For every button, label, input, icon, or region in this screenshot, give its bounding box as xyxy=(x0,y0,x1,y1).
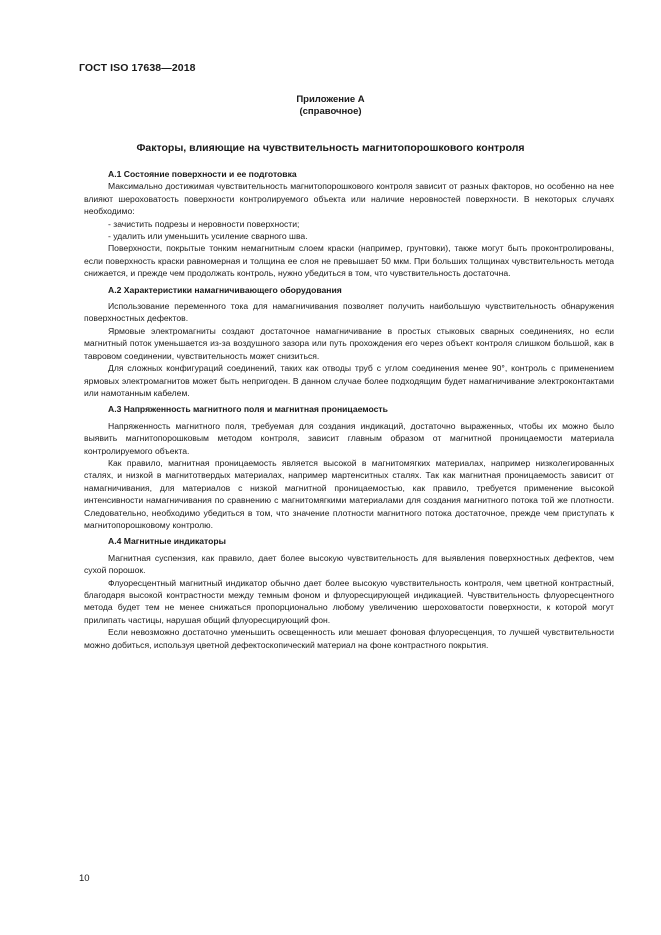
paragraph: Магнитная суспензия, как правило, дает более высокую чувствительность для выявления поверхностных дефектов, чем сухой порошок. xyxy=(84,552,614,576)
paragraph: Использование переменного тока для намагничивания позволяет получить наибольшую чувствительность обнаружения поверхностных дефектов. xyxy=(84,301,614,324)
section-heading-a3: А.3 Напряженность магнитного поля и магнитная проницаемость xyxy=(108,404,388,415)
paragraph: Если невозможно достаточно уменьшить освещенность или мешает фоновая флуоресценция, то лучшей чувствительности можно добиться, используя цветной дефектоскопический материал на фоне контрастного покрытия. xyxy=(84,627,614,650)
body-text xyxy=(84,168,614,651)
standard-header: ГОСТ ISO 17638—2018 xyxy=(79,62,196,74)
paragraph: Поверхности, покрытые тонким немагнитным слоем краски (например, грунтовки), также могут быть проконтролированы, если поверхность краски равномерная и толщина ее слоя не превышает 50 мкм. При больших толщинах чувствительность метода снижается, и прежде чем продолжать контроль, нужно убедиться в том, что чувствительность достаточна. xyxy=(84,243,614,279)
paragraph: Напряженность магнитного поля, требуемая для создания индикаций, достаточно выраженных, чтобы их можно было выявить магнитопорошковым методом контроля, зависит главным образом от магнитной проницаемости материала контролируемого объекта. xyxy=(84,420,614,456)
section-heading-a2: А.2 Характеристики намагничивающего оборудования xyxy=(108,284,342,295)
paragraph: Максимально достижимая чувствительность магнитопорошкового контроля зависит от разных факторов, но особенно на нее влияют шероховатость поверхности контролируемого объекта или наличие неровностей поверхности. В некоторых случаях необходимо: xyxy=(84,181,614,217)
paragraph: Для сложных конфигураций соединений, таких как отводы труб с углом соединения менее 90°, контроль с применением ярмовых электромагнитов может быть непригоден. В данном случае более подходящим будет намагничивание электроконтактами или намотанным кабелем. xyxy=(84,363,614,398)
list-item: - удалить или уменьшить усиление сварного шва. xyxy=(108,231,308,242)
section-heading-a1: А.1 Состояние поверхности и ее подготовка xyxy=(108,169,297,179)
annex-title: Приложение А xyxy=(296,94,365,105)
list-item: - зачистить подрезы и неровности поверхности; xyxy=(108,218,300,229)
paragraph: Как правило, магнитная проницаемость является высокой в магнитомягких материалах, например низколегированных сталях, и низкой в магнитотвердых материалах, например мартенситных сталях. Так как магнитная проницаемость зависит от намагничивания, для материалов с низкой магнитной проницаемостью, как правило, требуется применение высокой интенсивности намагничивания по сравнению с магнитомягкими материалами для создания магнитного потока той же плотности. Следовательно, необходимо убедиться в том, что значение плотности магнитного потока достаточное, прежде чем приступать к магнитопорошковому контролю. xyxy=(84,457,614,530)
annex-type: (справочное) xyxy=(299,106,362,117)
paragraph: Флуоресцентный магнитный индикатор обычно дает более высокую чувствительность контроля, чем цветной контрастный, благодаря высокой контрастности между темным фоном и флуоресцирующей индикацией. Чувствительность флуоресцентного метода будет тем не менее снижаться пропорционально любому увеличению шероховатости поверхности, к которой могут прилипать частицы, нарушая общий флуоресцирующий фон. xyxy=(84,577,614,625)
section-heading-a4: А.4 Магнитные индикаторы xyxy=(108,536,226,547)
page-title: Факторы, влияющие на чувствительность магнитопорошкового контроля xyxy=(136,142,525,154)
paragraph: Ярмовые электромагниты создают достаточное намагничивание в простых стыковых сварных соединениях, но если магнитный поток уменьшается из-за воздушного зазора или путь прохождения его через объект контроля слишком большой, как в тавровом соединении, чувствительность может снизиться. xyxy=(84,325,614,361)
page-number: 10 xyxy=(79,873,90,884)
